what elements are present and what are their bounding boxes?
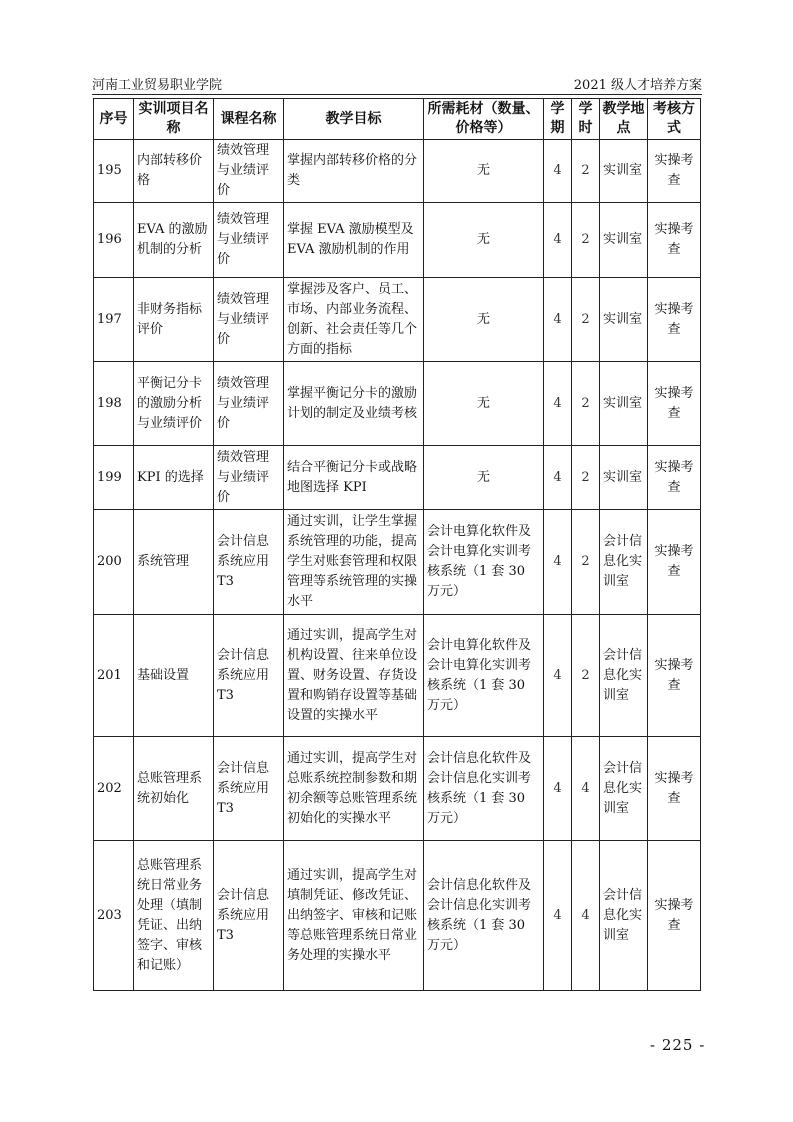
cell-term: 4 [544, 140, 572, 203]
table-row [94, 362, 701, 446]
cell-location: 会计信息化实训室 [600, 737, 648, 841]
cell-no: 200 [94, 510, 134, 615]
cell-assessment: 实操考查 [648, 510, 701, 615]
cell-term: 4 [544, 446, 572, 510]
cell-location: 会计信息化实训室 [600, 615, 648, 737]
cell-location: 会计信息化实训室 [600, 841, 648, 991]
col-header-assessment: 考核方式 [648, 99, 701, 140]
cell-course: 会计信息系统应用 T3 [214, 615, 284, 737]
cell-hours: 2 [572, 362, 600, 446]
cell-goal: 掌握内部转移价格的分类 [284, 140, 424, 203]
cell-materials: 会计电算化软件及会计电算化实训考核系统（1 套 30 万元） [424, 615, 544, 737]
cell-location: 实训室 [600, 446, 648, 510]
cell-course: 会计信息系统应用 T3 [214, 737, 284, 841]
cell-goal: 掌握 EVA 激励模型及 EVA 激励机制的作用 [284, 203, 424, 278]
document-title: 2021 级人才培养方案 [573, 78, 702, 93]
cell-item: 内部转移价格 [134, 140, 214, 203]
cell-course: 绩效管理与业绩评价 [214, 203, 284, 278]
table-row [94, 841, 701, 991]
cell-goal: 通过实训，提高学生对填制凭证、修改凭证、出纳签字、审核和记账等总账管理系统日常业务处理的实操水平 [284, 841, 424, 991]
cell-term: 4 [544, 362, 572, 446]
cell-no: 198 [94, 362, 134, 446]
cell-item: 总账管理系统初始化 [134, 737, 214, 841]
col-header-term: 学期 [544, 99, 572, 140]
col-header-no: 序号 [94, 99, 134, 140]
cell-materials: 无 [424, 140, 544, 203]
cell-location: 实训室 [600, 203, 648, 278]
table-row [94, 615, 701, 737]
cell-hours: 2 [572, 140, 600, 203]
cell-term: 4 [544, 278, 572, 362]
cell-assessment: 实操考查 [648, 615, 701, 737]
cell-item: 系统管理 [134, 510, 214, 615]
col-header-materials: 所需耗材（数量、价格等） [424, 99, 544, 140]
cell-materials: 无 [424, 446, 544, 510]
institution-name: 河南工业贸易职业学院 [92, 78, 223, 93]
cell-assessment: 实操考查 [648, 278, 701, 362]
cell-goal: 通过实训，提高学生对机构设置、往来单位设置、财务设置、存货设置和购销存设置等基础设置的实操水平 [284, 615, 424, 737]
training-table [93, 98, 701, 991]
cell-no: 196 [94, 203, 134, 278]
cell-item: KPI 的选择 [134, 446, 214, 510]
cell-course: 绩效管理与业绩评价 [214, 140, 284, 203]
cell-item: 平衡记分卡的激励分析与业绩评价 [134, 362, 214, 446]
cell-hours: 2 [572, 510, 600, 615]
cell-assessment: 实操考查 [648, 362, 701, 446]
cell-assessment: 实操考查 [648, 140, 701, 203]
table-row [94, 737, 701, 841]
cell-assessment: 实操考查 [648, 737, 701, 841]
cell-term: 4 [544, 615, 572, 737]
cell-no: 202 [94, 737, 134, 841]
cell-assessment: 实操考查 [648, 203, 701, 278]
cell-item: 非财务指标评价 [134, 278, 214, 362]
table-row [94, 203, 701, 278]
col-header-goal: 教学目标 [284, 99, 424, 140]
cell-hours: 2 [572, 615, 600, 737]
cell-course: 会计信息系统应用 T3 [214, 841, 284, 991]
cell-goal: 结合平衡记分卡或战略地图选择 KPI [284, 446, 424, 510]
table-row [94, 140, 701, 203]
cell-goal: 掌握涉及客户、员工、市场、内部业务流程、创新、社会责任等几个方面的指标 [284, 278, 424, 362]
page-header [92, 72, 702, 94]
col-header-course: 课程名称 [214, 99, 284, 140]
cell-term: 4 [544, 510, 572, 615]
page-number: - 225 - [650, 1036, 706, 1054]
cell-hours: 4 [572, 737, 600, 841]
cell-materials: 无 [424, 203, 544, 278]
cell-materials: 会计信息化软件及会计信息化实训考核系统（1 套 30 万元） [424, 841, 544, 991]
cell-no: 201 [94, 615, 134, 737]
cell-hours: 4 [572, 841, 600, 991]
table-row [94, 446, 701, 510]
col-header-hours: 学时 [572, 99, 600, 140]
cell-course: 绩效管理与业绩评价 [214, 278, 284, 362]
col-header-item: 实训项目名称 [134, 99, 214, 140]
cell-location: 实训室 [600, 278, 648, 362]
cell-hours: 2 [572, 203, 600, 278]
cell-no: 203 [94, 841, 134, 991]
cell-item: EVA 的激励机制的分析 [134, 203, 214, 278]
cell-term: 4 [544, 841, 572, 991]
cell-no: 199 [94, 446, 134, 510]
cell-materials: 无 [424, 362, 544, 446]
cell-course: 绩效管理与业绩评价 [214, 446, 284, 510]
cell-location: 实训室 [600, 140, 648, 203]
cell-course: 绩效管理与业绩评价 [214, 362, 284, 446]
cell-term: 4 [544, 203, 572, 278]
cell-hours: 2 [572, 278, 600, 362]
cell-goal: 通过实训，让学生掌握系统管理的功能，提高学生对账套管理和权限管理等系统管理的实操水平 [284, 510, 424, 615]
cell-goal: 掌握平衡记分卡的激励计划的制定及业绩考核 [284, 362, 424, 446]
col-header-location: 教学地点 [600, 99, 648, 140]
cell-hours: 2 [572, 446, 600, 510]
table-header-row [94, 99, 701, 140]
cell-term: 4 [544, 737, 572, 841]
cell-location: 实训室 [600, 362, 648, 446]
cell-assessment: 实操考查 [648, 841, 701, 991]
cell-item: 基础设置 [134, 615, 214, 737]
cell-materials: 会计信息化软件及会计信息化实训考核系统（1 套 30 万元） [424, 737, 544, 841]
cell-course: 会计信息系统应用 T3 [214, 510, 284, 615]
table-row [94, 510, 701, 615]
cell-materials: 无 [424, 278, 544, 362]
cell-item: 总账管理系统日常业务处理（填制凭证、出纳签字、审核和记账） [134, 841, 214, 991]
cell-location: 会计信息化实训室 [600, 510, 648, 615]
cell-no: 197 [94, 278, 134, 362]
table-row [94, 278, 701, 362]
cell-no: 195 [94, 140, 134, 203]
header-rule [92, 94, 702, 95]
cell-materials: 会计电算化软件及会计电算化实训考核系统（1 套 30 万元） [424, 510, 544, 615]
cell-assessment: 实操考查 [648, 446, 701, 510]
cell-goal: 通过实训，提高学生对总账系统控制参数和期初余额等总账管理系统初始化的实操水平 [284, 737, 424, 841]
